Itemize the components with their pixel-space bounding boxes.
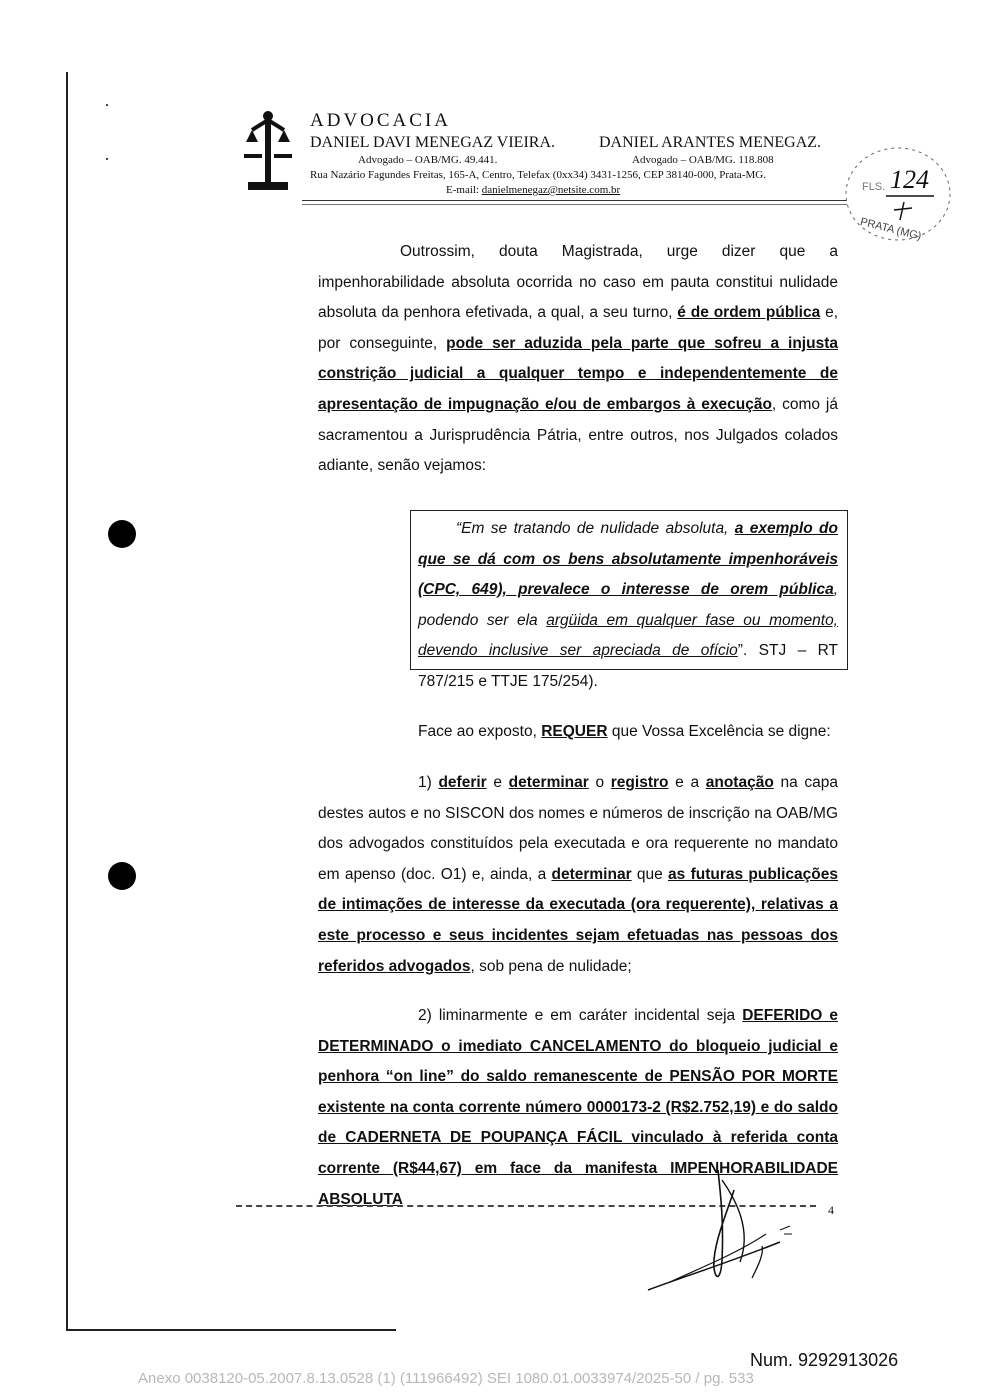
lawyer1-name: DANIEL DAVI MENEGAZ VIEIRA. [310,134,556,151]
handwritten-signature [640,1150,800,1300]
email-label: E-mail: [446,184,482,196]
document-number: Num. 9292913026 [750,1350,899,1370]
quote-emphasis: a exemplo do que se dá com os bens absolutamente impenhoráveis (CPC, 649), prevalece o interesse de orem pública [418,520,838,599]
emphasis-public-order: é de ordem pública [677,304,821,322]
jurisprudence-quote: “Em se tratando de nulidade absoluta, a exemplo do que se dá com os bens absolutamente impenhoráveis (CPC, 649), prevalece o interesse de orem pública, podendo ser ela argüida em qualquer fase ou momento, devendo inclusive ser apreciada de ofício”. STJ – RT 787/215 e TTJE 175/254). [418,520,839,690]
quote-underlined: argüida em qualquer fase ou momento, devendo inclusive ser apreciada de ofício [418,611,838,660]
lawyer2-name: DANIEL ARANTES MENEGAZ. [599,134,822,151]
request-item-1: 1) deferir e determinar o registro e a anotação na capa destes autos e no SISCON dos nomes e números de inscrição na OAB/MG dos advogados constituídos pela executada e ora requerente no mandato em apenso (doc. O1) e, ainda, a determinar que as futuras publicações de intimações de interesse da executada (ora requerente), relativas a este processo e seus incidentes sejam efetuadas nas pessoas dos referidos advogados, sob pena de nulidade; [318,774,839,975]
firm-email-line [446,184,620,196]
email-address: danielmenegaz@netsite.com.br [481,184,621,196]
folio-stamp [838,138,956,248]
emphasis-requer: REQUER [541,723,608,740]
emphasis-publications: as futuras publicações de intimações de interesse da executada (ora requerente), relativas a este processo e seus incidentes sejam efetuadas nas pessoas dos referidos advogados [318,865,838,975]
request-item-2: 2) liminarmente e em caráter incidental seja DEFERIDO e DETERMINADO o imediato CANCELAMENTO do bloqueio judicial e penhora “on line” do saldo remanescente de PENSÃO POR MORTE existente na conta corrente número 0000173-2 (R$2.752,19) e do saldo de CADERNETA DE POUPANÇA FÁCIL vinculado à referida conta corrente (R$44,67) em face da manifesta IMPENHORABILIDADE ABSOLUTA [318,1007,839,1208]
scales-of-justice-logo [238,108,300,194]
header-rule [302,200,847,201]
bottom-margin-line [66,1329,396,1331]
paragraph-request: Face ao exposto, REQUER que Vossa Excelência se digne: [418,723,831,740]
sei-footer-watermark: Anexo 0038120-05.2007.8.13.0528 (1) (111966492) SEI 1080.01.0033974/2025-50 / pg. 533 [138,1370,754,1387]
folio-number: 124 [890,165,929,194]
paragraph-nullity: Outrossim, douta Magistrada, urge dizer que a impenhorabilidade absoluta ocorrida no caso em pauta constitui nulidade absoluta da penhora efetivada, a qual, a seu turno, é de ordem pública e, por conseguinte, pode ser aduzida pela parte que sofreu a injusta constrição judicial a qualquer tempo e independentemente de apresentação de impugnação e/ou de embargos à execução, como já sacramentou a Jurisprudência Pátria, entre outros, nos Julgados colados adiante, senão vejamos: [318,243,838,475]
punch-hole-bottom [108,862,136,890]
speck [106,158,108,160]
left-margin-line [66,72,68,1330]
stamp-city: PRATA (MG) [858,215,923,243]
lawyer2-oab: Advogado – OAB/MG. 118.808 [632,154,774,166]
header-rule-secondary [302,204,847,205]
page-number: 4 [828,1203,834,1217]
emphasis-any-time: pode ser aduzida pela parte que sofreu a injusta constrição judicial a qualquer tempo e independentemente de apresentação de impugnação e/ou de embargos à execução [318,334,838,413]
lawyer1-oab: Advogado – OAB/MG. 49.441. [358,154,498,166]
quote-citation: ”. STJ – RT 787/215 e TTJE 175/254). [418,642,839,690]
punch-hole-top [108,520,136,548]
firm-title: ADVOCACIA [310,110,451,131]
speck [106,104,108,106]
svg-text:FLS.: FLS. [862,181,886,193]
emphasis-cancellation: DEFERIDO e DETERMINADO o imediato CANCELAMENTO do bloqueio judicial e penhora “on line” do saldo remanescente de PENSÃO POR MORTE existente na conta corrente número 0000173-2 (R$2.752,19) e do saldo de CADERNETA DE POUPANÇA FÁCIL vinculado à referida conta corrente (R$44,67) em face da manifesta IMPENHORABILIDADE ABSOLUTA [318,1007,839,1208]
firm-address: Rua Nazário Fagundes Freitas, 165-A, Centro, Telefax (0xx34) 3431-1256, CEP 38140-000, Prata-MG. [310,169,766,181]
